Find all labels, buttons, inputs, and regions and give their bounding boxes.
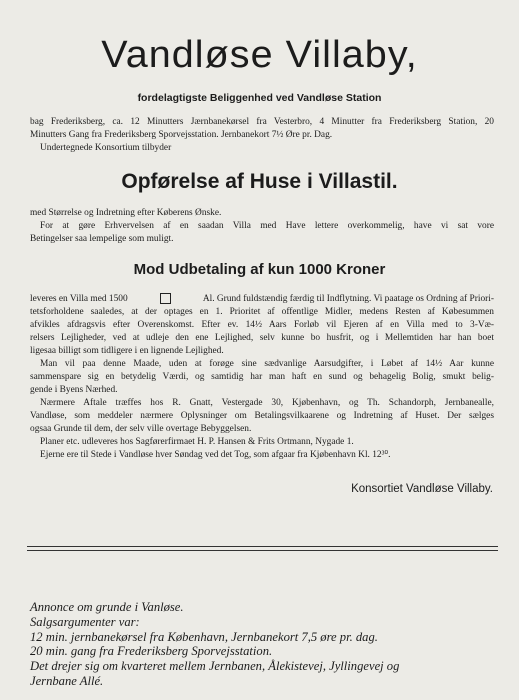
ad-title: Vandløse Villaby, bbox=[101, 34, 418, 76]
intro-line-1: bag Frederiksberg, ca. 12 Minutters Jærnbanekørsel fra Vesterbro, 4 Minutter fra Frederiksberg Station, 20 bbox=[30, 117, 494, 127]
para3-line: gende i Byens Nærhed. bbox=[30, 385, 118, 395]
intro-line-3: Undertegnede Konsortium tilbyder bbox=[40, 143, 172, 153]
para3-line: sammenspare sig en betydelig Værdi, og samtidig har man haft en sund og behagelig Bolig, smukt belig- bbox=[30, 372, 494, 382]
divider-rule-top bbox=[27, 546, 498, 547]
para3-line: Vandløse, som meddeler nærmere Oplysninger om Betalingsvilkaarene og Indretning af Huset. Der sælges bbox=[30, 411, 494, 421]
para3-line: ligesaa billigt som tidligere i en lignende Lejlighed. bbox=[30, 346, 224, 356]
headline-villastil: Opførelse af Huse i Villastil. bbox=[121, 170, 398, 193]
para3-line: ogsaa Grunde til dem, der selv ville overtage Bebyggelsen. bbox=[30, 424, 252, 434]
para3-line: Planer etc. udleveres hos Sagførerfirmaet H. P. Hansen & Frits Ortmann, Nygade 1. bbox=[40, 437, 354, 447]
para3-line-1-start: leveres en Villa med 1500 bbox=[30, 294, 128, 304]
intro-line-2: Minutters Gang fra Frederiksberg Sporvejsstation. Jernbanekort 7½ Øre pr. Dag. bbox=[30, 130, 333, 140]
para3-line: afvikles afdragsvis efter Overenskomst. Efter ev. 14½ Aars Forløb vil Ejeren af en Villa med to 3-Væ- bbox=[30, 320, 494, 330]
para3-line: tetsforholdene saaledes, at der optages en 1. Prioritet af offentlige Midler, medens Resten af Købesummen bbox=[30, 307, 494, 317]
caption-line: 12 min. jernbanekørsel fra København, Jernbanekort 7,5 øre pr. dag. bbox=[30, 629, 378, 644]
para2-line-2: For at gøre Erhvervelsen af en saadan Villa med Have lettere overkommelig, have vi sat vore bbox=[40, 221, 494, 231]
para3-line-1-end: Al. Grund fuldstændig færdig til Indflytning. Vi paatage os Ordning af Priori- bbox=[202, 294, 494, 304]
caption-line: 20 min. gang fra Frederiksberg Sporvejsstation. bbox=[30, 644, 273, 659]
headline-udbetaling: Mod Udbetaling af kun 1000 Kroner bbox=[133, 261, 386, 278]
para3-line: relsers Lejligheder, ved at udleje den ene Lejlighed, selv kunne bo husfrit, og i Mellemtiden har han boet bbox=[30, 333, 494, 343]
caption-line: Annonce om grunde i Vanløse. bbox=[30, 600, 184, 614]
caption-line: Det drejer sig om kvarteret mellem Jernbanen, Ålekistevej, Jyllingevej og bbox=[30, 659, 400, 674]
para2-line-1: med Størrelse og Indretning efter Køberens Ønske. bbox=[30, 208, 222, 218]
para3-line: Ejerne ere til Stede i Vandløse hver Søndag ved det Tog, som afgaar fra Kjøbenhavn Kl. 12³⁰. bbox=[40, 450, 391, 460]
para3-line: Man vil paa denne Maade, uden at forøge sine sædvanlige Aarsudgifter, i Løbet af 14½ Aar kunne bbox=[40, 359, 494, 369]
divider-rule-bottom bbox=[27, 550, 498, 551]
para3-line-1 bbox=[30, 293, 494, 306]
ad-subtitle: fordelagtigste Beliggenhed ved Vandløse Station bbox=[137, 92, 382, 104]
caption-line: Salgsargumenter var: bbox=[30, 614, 140, 629]
para2-line-3: Betingelser saa lempelige som muligt. bbox=[30, 234, 174, 244]
caption-line: Jernbane Allé. bbox=[30, 673, 104, 688]
square-symbol bbox=[160, 293, 171, 304]
para3-line: Nærmere Aftale træffes hos R. Gnatt, Vestergade 30, Kjøbenhavn, og Th. Schandorph, Jernbanealle, bbox=[40, 398, 494, 408]
caption-note bbox=[30, 600, 500, 689]
ad-signature: Konsortiet Vandløse Villaby. bbox=[351, 483, 493, 495]
